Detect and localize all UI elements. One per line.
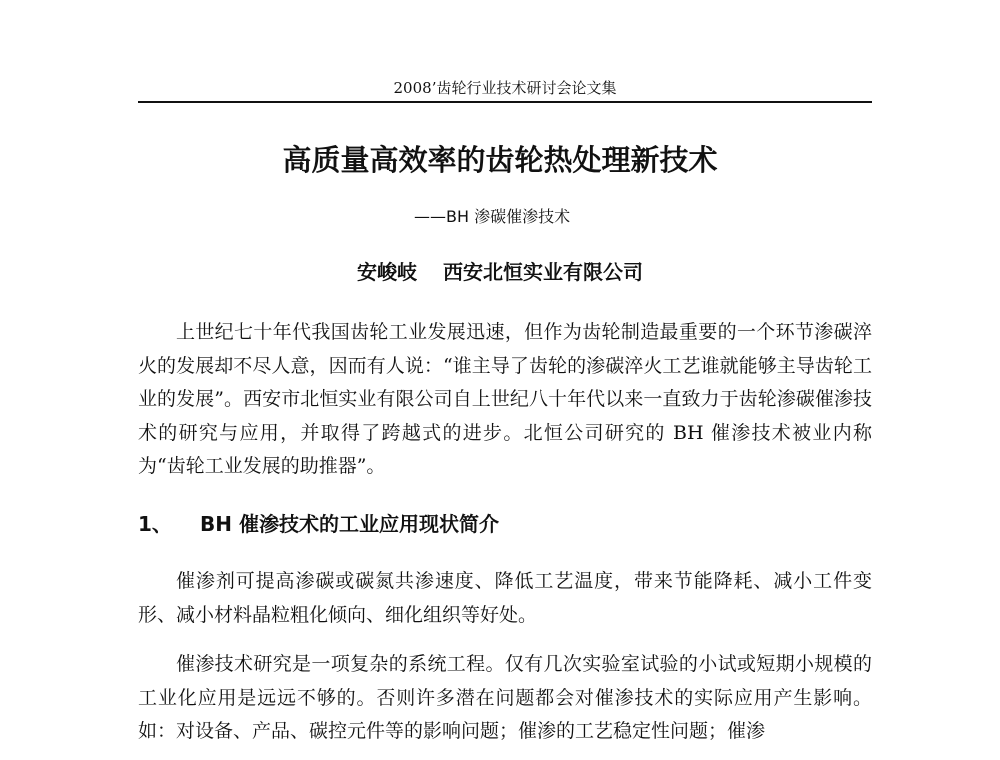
- article-subtitle: ——BH 渗碳催渗技术: [414, 207, 571, 226]
- author-affiliation: 西安北恒实业有限公司: [443, 260, 643, 284]
- author-name: 安峻岐: [357, 260, 417, 284]
- body-paragraph: 上世纪七十年代我国齿轮工业发展迅速，但作为齿轮制造最重要的一个环节渗碳淬火的发展却不尽人意，因而有人说：“谁主导了齿轮的渗碳淬火工艺谁就能够主导齿轮工业的发展”。西安市北恒实业有限公司自上世纪八十年代以来一直致力于齿轮渗碳催渗技术的研究与应用，并取得了跨越式的进步。北恒公司研究的 BH 催渗技术被业内称为“齿轮工业发展的助推器”。: [138, 321, 872, 477]
- body-paragraph: 催渗技术研究是一项复杂的系统工程。仅有几次实验室试验的小试或短期小规模的工业化应用是远远不够的。否则许多潜在问题都会对催渗技术的实际应用产生影响。如：对设备、产品、碳控元件等的影响问题；催渗的工艺稳定性问题；催渗: [138, 653, 872, 742]
- section-title: BH 催渗技术的工业应用现状简介: [200, 512, 499, 536]
- article-title: 高质量高效率的齿轮热处理新技术: [282, 143, 718, 177]
- body-paragraph: 催渗剂可提高渗碳或碳氮共渗速度、降低工艺温度，带来节能降耗、减小工件变形、减小材料晶粒粗化倾向、细化组织等好处。: [138, 570, 872, 626]
- running-header: 2008’齿轮行业技术研讨会论文集: [393, 79, 617, 97]
- author-line: [0, 258, 1000, 286]
- section-heading: [138, 510, 499, 538]
- header-rule: [138, 101, 872, 103]
- section-number: 1、: [138, 512, 172, 536]
